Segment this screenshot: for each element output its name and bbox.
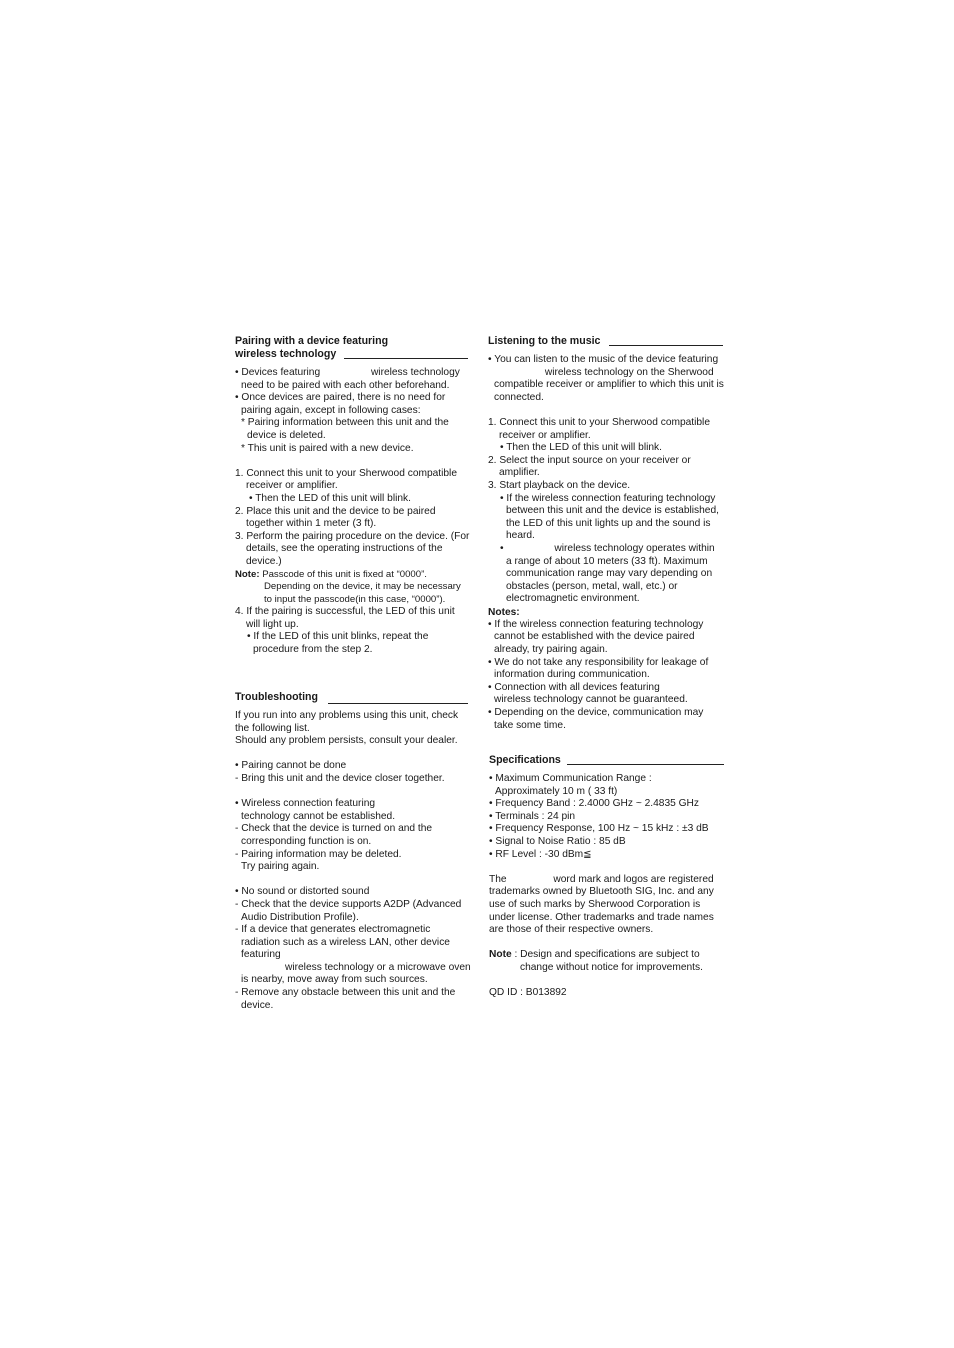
problem-3-fix-3: - Remove any obstacle between this unit and the device. (235, 987, 456, 1011)
problem-3-fix-2-cont: wireless technology or a microwave oven (285, 961, 471, 973)
troubleshooting-intro-2: Should any problem persists, consult your dealer. (235, 735, 458, 747)
listening-title: Listening to the music (488, 335, 601, 347)
pairing-step-3: 3. Perform the pairing procedure on the device. (For details, see the operating instructions of the device.) (235, 530, 470, 567)
specs-note: Note : Design and specifications are subject to change without notice for improvements. (489, 949, 703, 973)
qd-id: QD ID : B013892 (489, 987, 567, 999)
problem-2-title: • Wireless connection featuring (235, 798, 376, 810)
pairing-case-2: * This unit is paired with a new device. (241, 442, 414, 454)
listening-step-1-sub: • Then the LED of this unit will blink. (500, 442, 662, 454)
problem-2-fix-1: - Check that the device is turned on and the corresponding function is on. (235, 823, 433, 847)
troubleshooting-section (235, 691, 471, 1012)
spec-snr: • Signal to Noise Ratio : 85 dB (489, 835, 626, 847)
problem-2-title-cont: technology cannot be established. (241, 810, 396, 822)
listening-step-3-sub-1: • If the wireless connection featuring technology between this unit and the device is established, the LED of this unit lights up and the sound is heard. (500, 492, 719, 542)
listening-note-3: • Connection with all devices featuring (488, 681, 660, 693)
listening-bullet: • You can listen to the music of the device featuring wireless technology on the Sherwood compatible receiver or amplifier to which this unit is connected. (488, 354, 724, 403)
pairing-step-1: 1. Connect this unit to your Sherwood compatible receiver or amplifier. (235, 467, 457, 492)
problem-3-fix-1: - Check that the device supports A2DP (Advanced Audio Distribution Profile). (235, 898, 462, 923)
pairing-bullet-1: • Devices featuring wireless technology need to be paired with each other beforehand. (235, 367, 460, 391)
problem-1-title: • Pairing cannot be done (235, 760, 347, 772)
listening-step-3-sub-2-cont: a range of about 10 meters (33 ft). Maximum communication range may vary depending on obstacles (person, metal, wall, etc.) or electromagnetic environment. (506, 555, 713, 605)
pairing-title-rule (344, 358, 468, 359)
spec-range: • Maximum Communication Range : (489, 773, 652, 784)
listening-step-2: 2. Select the input source on your receiver or amplifier. (488, 454, 691, 479)
troubleshooting-title-rule (328, 703, 468, 704)
problem-2-fix-2-cont: Try pairing again. (241, 861, 320, 873)
specifications-section (489, 754, 725, 1000)
specifications-title: Specifications (489, 754, 561, 766)
listening-section (488, 335, 724, 732)
listening-note-1: • If the wireless connection featuring technology cannot be established with the device paired already, try pairing again. (488, 618, 704, 656)
listening-step-3: 3. Start playback on the device. (488, 479, 631, 491)
listening-step-3-sub-2: • wireless technology operates within (500, 542, 715, 554)
spec-rf-level: • RF Level : -30 dBm≦ (489, 848, 592, 860)
pairing-step-1-sub: • Then the LED of this unit will blink. (249, 492, 411, 504)
listening-notes-label: Notes: (488, 606, 520, 618)
problem-3-title: • No sound or distorted sound (235, 886, 370, 898)
pairing-note: Note: Passcode of this unit is fixed at “0000”. (235, 568, 427, 580)
spec-frequency-band: • Frequency Band : 2.4000 GHz ~ 2.4835 GHz (489, 798, 699, 810)
problem-3-fix-2-end: is nearby, move away from such sources. (241, 974, 428, 986)
pairing-title-line1: Pairing with a device featuring (235, 335, 389, 347)
spec-frequency-response: • Frequency Response, 100 Hz ~ 15 kHz : ±3 dB (489, 823, 709, 835)
listening-title-rule (609, 345, 723, 346)
pairing-step-4: 4. If the pairing is successful, the LED of this unit will light up. (235, 606, 455, 630)
problem-2-fix-2: - Pairing information may be deleted. (235, 848, 402, 860)
pairing-title-line2: wireless technology (235, 348, 337, 360)
spec-terminals: • Terminals : 24 pin (489, 810, 576, 822)
left-column (235, 335, 471, 657)
trademark-notice: The word mark and logos are registered trademarks owned by Bluetooth SIG, Inc. and any use of such marks by Sherwood Corporation is under license. Other trademarks and trade names are those of their respective owners. (489, 873, 714, 936)
pairing-note-label: Note: (235, 568, 260, 580)
pairing-step-2: 2. Place this unit and the device to be paired together within 1 meter (3 ft). (235, 505, 436, 530)
listening-note-2: • We do not take any responsibility for leakage of information during communication. (488, 656, 709, 681)
troubleshooting-title: Troubleshooting (235, 691, 318, 703)
pairing-case-1: * Pairing information between this unit and the device is deleted. (241, 417, 449, 441)
problem-3-fix-2: - If a device that generates electromagnetic radiation such as a wireless LAN, other device featuring (235, 924, 450, 961)
pairing-note-detail: Depending on the device, it may be necessary to input the passcode(in this case, “0000”). (264, 581, 461, 605)
listening-note-4: • Depending on the device, communication may take some time. (488, 707, 704, 731)
specs-note-label: Note (489, 949, 512, 961)
listening-note-3-cont: wireless technology cannot be guaranteed. (494, 694, 688, 706)
spec-range-value: Approximately 10 m ( 33 ft) (495, 785, 618, 797)
troubleshooting-intro: If you run into any problems using this unit, check the following list. (235, 710, 459, 734)
specifications-title-rule (567, 764, 724, 765)
listening-step-1: 1. Connect this unit to your Sherwood compatible receiver or amplifier. (488, 416, 710, 441)
problem-1-fix: - Bring this unit and the device closer together. (235, 772, 445, 784)
pairing-step-4-sub: • If the LED of this unit blinks, repeat the procedure from the step 2. (247, 631, 429, 656)
pairing-bullet-2: • Once devices are paired, there is no need for pairing again, except in following cases: (235, 392, 446, 416)
